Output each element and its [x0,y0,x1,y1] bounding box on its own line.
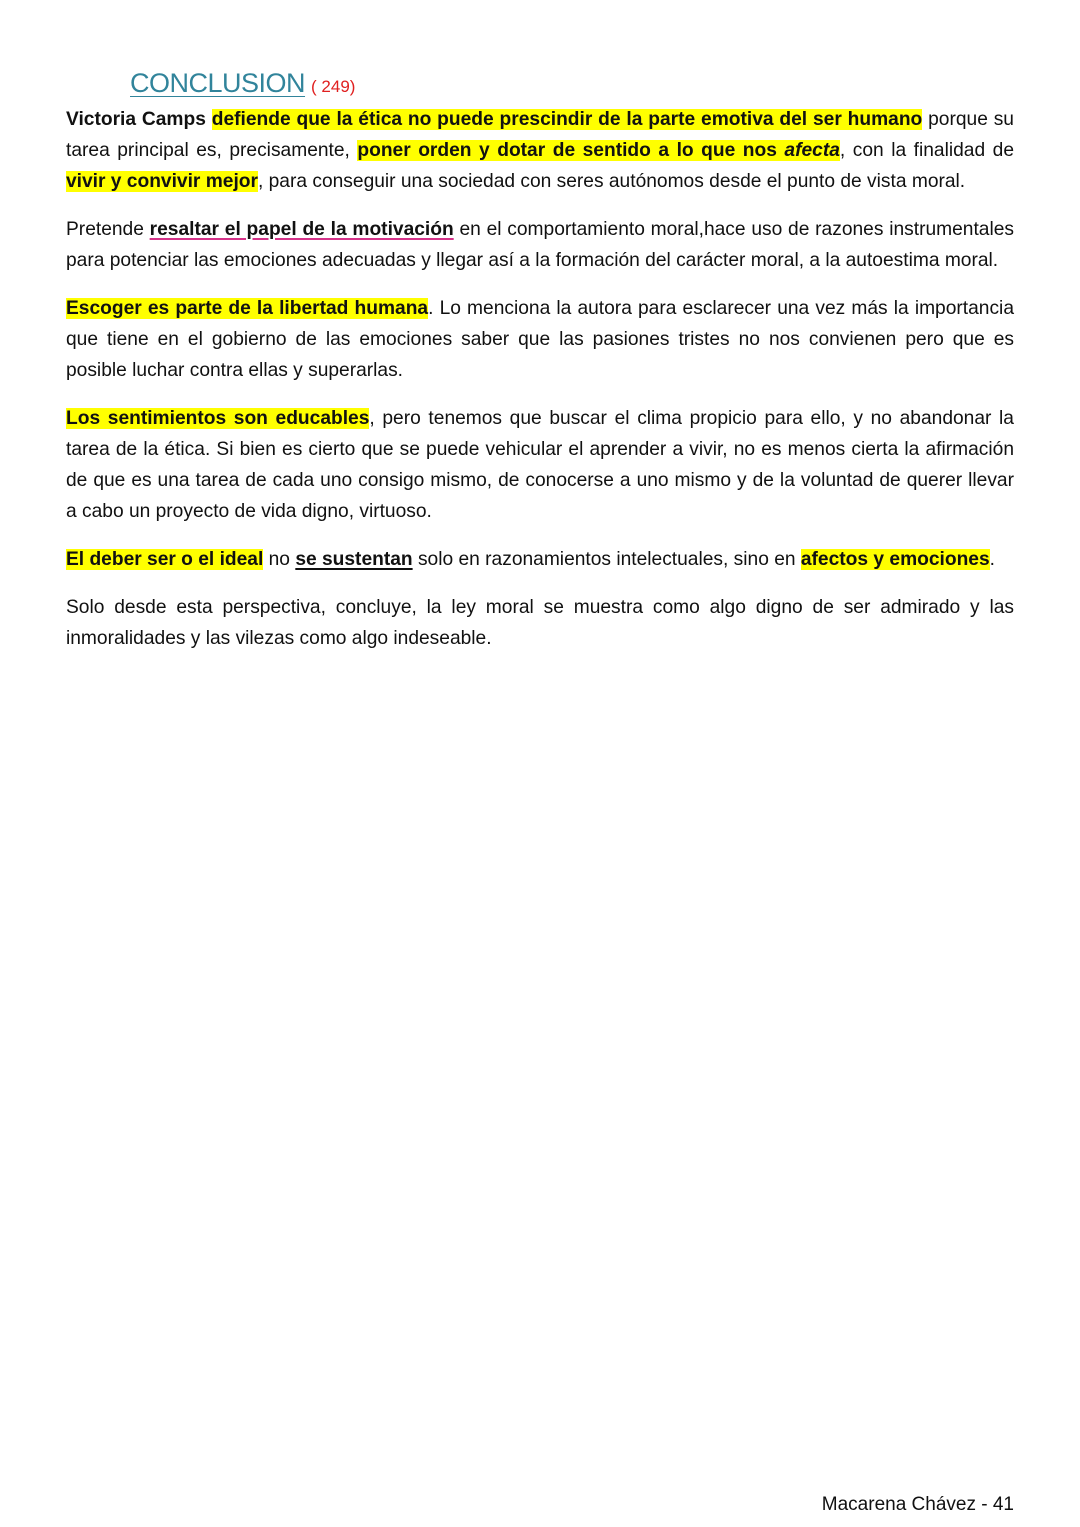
text: poner orden y dotar de sentido a lo que nos [357,140,785,161]
heading-title: CONCLUSION [130,68,306,98]
highlight-7: afectos y emociones [800,549,990,570]
text: Solo desde esta perspectiva, concluye, la ley moral se muestra como algo digno de ser admirado y las inmoralidades y las vilezas como algo indeseable. [66,597,1014,649]
paragraph-3 [66,293,1014,386]
text: , para conseguir una sociedad con seres autónomos desde el punto de vista moral. [257,171,966,192]
text: porque su tarea principal es, precisamente, [66,109,1014,161]
page-footer: Macarena Chávez - 41 [821,1494,1014,1515]
text: . [989,549,995,570]
text: solo en razonamientos intelectuales, sino en [412,549,801,570]
paragraph-5 [66,544,1014,575]
highlight-5: Los sentimientos son educables [66,408,370,429]
text: . Lo menciona la autora para esclarecer una vez más la importancia que tiene en el gobierno de las emociones saber que las pasiones tristes no nos convienen pero que es posible luchar contra ellas y superarlas. [66,298,1014,381]
paragraph-2 [66,214,1014,276]
text: en el comportamiento moral,hace uso de razones instrumentales para potenciar las emociones adecuadas y llegar así a la formación del carácter moral, a la autoestima moral. [66,219,1014,271]
highlight-4: Escoger es parte de la libertad humana [66,298,429,319]
highlight-2 [357,140,840,161]
author-name: Victoria Camps [66,109,206,130]
highlight-3: vivir y convivir mejor [66,171,258,192]
text: Pretende [66,219,150,240]
underlined-phrase: resaltar el papel de la motivación [149,219,454,240]
underlined-phrase: se sustentan [295,549,413,570]
text: , pero tenemos que buscar el clima propicio para ello, y no abandonar la tarea de la ética. Si bien es cierto que se puede vehicular el aprender a vivir, no es menos cierta la afirmación de que es una tarea de cada uno consigo mismo, de conocerse a uno mismo y de la voluntad de querer llevar a cabo un proyecto de vida digno, virtuoso. [66,408,1014,522]
body-text [66,104,1014,671]
paragraph-1 [66,104,1014,197]
highlight-1: defiende que la ética no puede prescindir de la parte emotiva del ser humano [211,109,923,130]
section-heading [130,66,355,104]
emphasis: afecta [784,140,840,161]
heading-count: ( 249) [311,77,356,96]
paragraph-6 [66,592,1014,654]
text: , con la finalidad de [839,140,1014,161]
text: no [263,549,296,570]
highlight-6: El deber ser o el ideal [66,549,264,570]
paragraph-4 [66,403,1014,527]
